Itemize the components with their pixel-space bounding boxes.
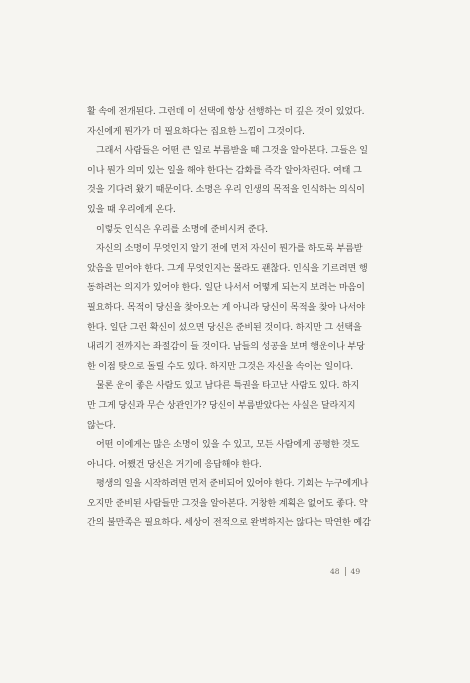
text-line: 동하려는 의지가 있어야 한다. 일단 나서서 어떻게 되는지 보려는 마음이 [87,283,365,294]
text-line: 한다. 일단 그런 확신이 섰으면 당신은 준비된 것이다. 하지만 그 선택을 [87,322,362,333]
text-line: 물론 운이 좋은 사람도 있고 남다른 특권을 타고난 사람도 있다. 하지 [96,381,360,392]
right-page-number: 49 [350,567,361,576]
page-numbers [330,567,360,576]
body-text [87,103,377,534]
text-line: 간의 불만족은 필요하다. 세상이 전적으로 완벽하지는 않다는 막연한 예감 [87,518,371,529]
text-line: 내리기 전까지는 좌절감이 들 것이다. 남들의 성공을 보며 행운이나 부당 [87,342,365,353]
text-line: 필요하다. 목적이 당신을 찾아오는 게 아니라 당신이 목적을 찾아 나서야 [87,302,365,313]
text-line: 한 이점 탓으로 돌릴 수도 있다. 하지만 그것은 자신을 속이는 일이다. [87,361,354,372]
text-line: 있을 때 우리에게 온다. [87,204,176,215]
text-line: 자신에게 뭔가가 더 필요하다는 집요한 느낌이 그것이다. [87,126,305,137]
text-line: 자신의 소명이 무엇인지 알기 전에 먼저 자신이 뭔가를 하도록 부름받 [96,244,363,255]
folio-divider [345,567,346,576]
text-line: 이나 뭔가 의미 있는 일을 해야 한다는 감화를 즉각 알아차린다. 여태 그 [87,165,362,176]
text-line: 않는다. [87,420,116,431]
text-line: 이렇듯 인식은 우리를 소명에 준비시켜 준다. [96,224,268,235]
text-line: 어떤 이에게는 많은 소명이 있을 수 있고, 모든 사람에게 공평한 것도 [96,440,360,451]
text-line: 것을 기다려 왔기 때문이다. 소명은 우리 인생의 목적을 인식하는 의식이 [87,185,365,196]
text-line: 그래서 사람들은 어떤 큰 일로 부름받을 때 그것을 알아본다. 그들은 일 [96,146,368,157]
left-page-number: 48 [330,567,340,576]
text-line: 오지만 준비된 사람들만 그것을 알아본다. 거창한 계획은 없어도 좋다. 약 [87,498,368,509]
text-line: 평생의 일을 시작하려면 먼저 준비되어 있어야 한다. 기회는 누구에게나 [96,479,369,490]
text-line: 아니다. 어쨌건 당신은 거기에 응답해야 한다. [87,459,262,470]
text-line: 만 그게 당신과 무슨 상관인가? 당신이 부름받았다는 사실은 달라지지 [87,400,356,411]
text-line: 활 속에 전개된다. 그런데 이 선택에 항상 선행하는 더 깊은 것이 있었다. [87,107,365,117]
text-line: 았음을 믿어야 한다. 그게 무엇인지는 몰라도 괜찮다. 인식을 기르려면 행 [87,263,368,274]
